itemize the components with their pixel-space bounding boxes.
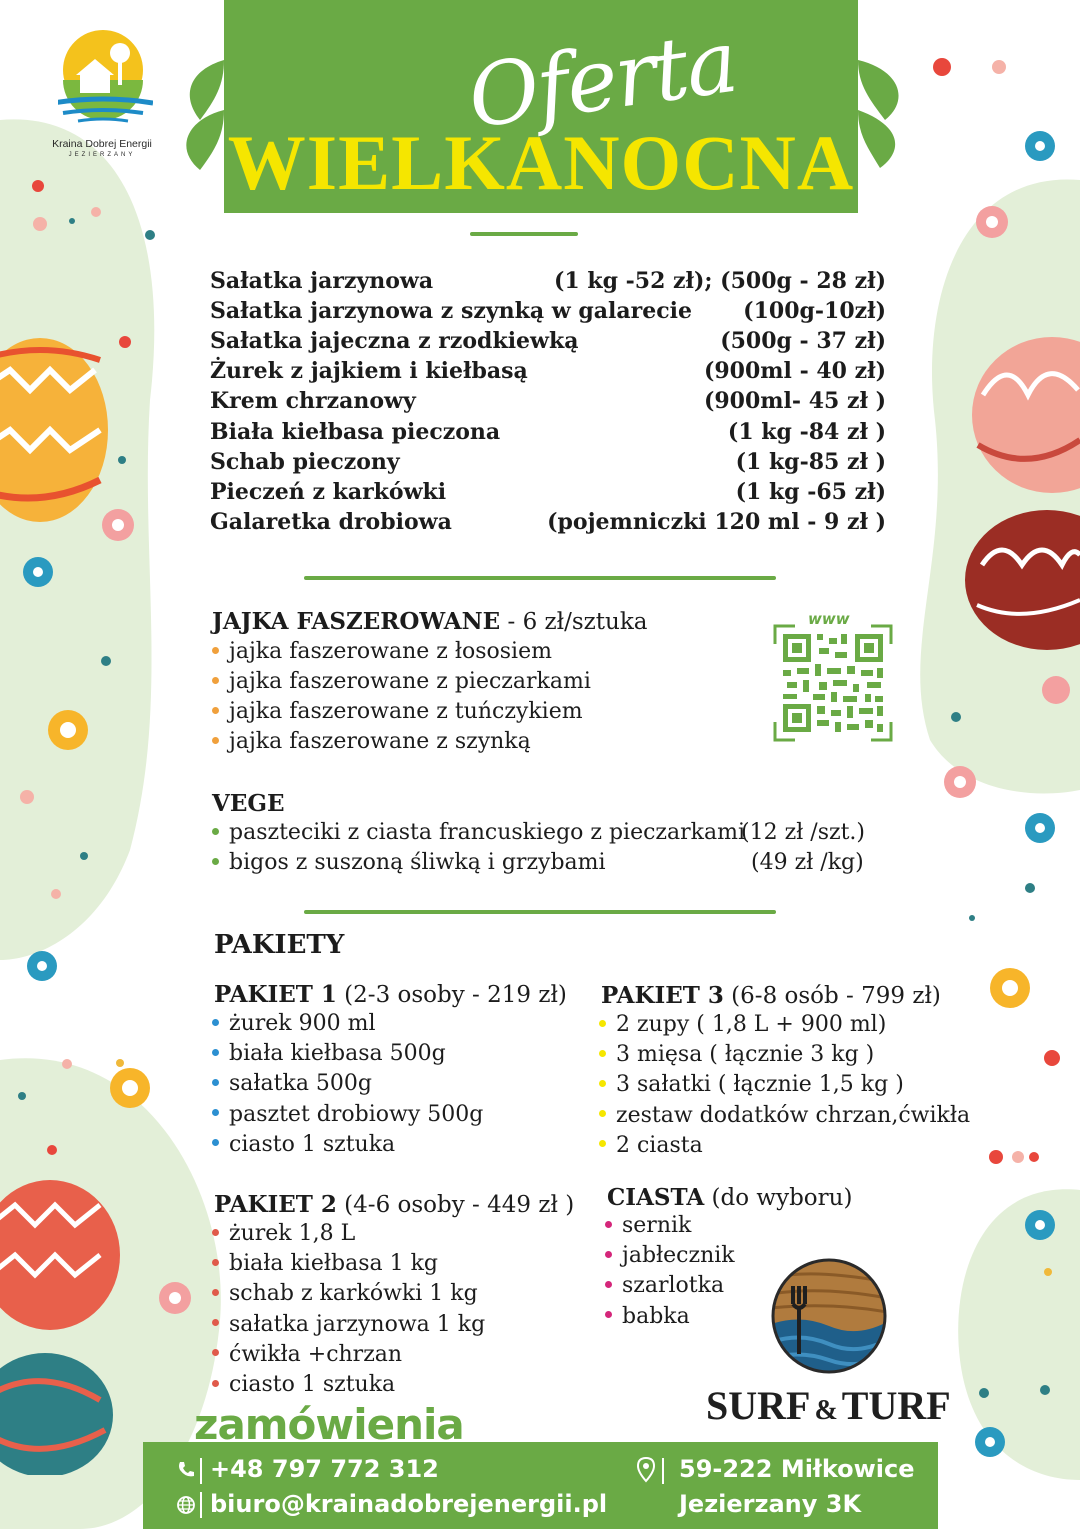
menu-item (210, 358, 886, 388)
pakiet-1-item (212, 1041, 446, 1066)
ciasta-info: (do wyboru) (704, 1185, 853, 1211)
bullet-icon (212, 1349, 219, 1356)
pakiet-3-item (599, 1103, 970, 1128)
ciasta-title: CIASTA (607, 1184, 705, 1211)
phone-number[interactable]: +48 797 772 312 (210, 1455, 439, 1483)
menu-item-name: Schab pieczony (210, 448, 400, 475)
jajka-item-text: jajka faszerowane z tuńczykiem (229, 699, 583, 724)
bullet-icon (599, 1050, 606, 1057)
bullet-icon (212, 828, 219, 835)
pakiet-2-item-text: ciasto 1 sztuka (229, 1372, 396, 1397)
brand-ampersand: & (814, 1395, 838, 1426)
jajka-item (212, 729, 531, 754)
pakiety-heading: PAKIETY (214, 930, 345, 960)
bullet-icon (212, 1049, 219, 1056)
bullet-icon (605, 1311, 612, 1318)
bullet-icon (212, 1109, 219, 1116)
phone-icon (176, 1460, 196, 1480)
bullet-icon (599, 1020, 606, 1027)
pakiet-3-item (599, 1072, 904, 1097)
menu-item (210, 388, 886, 418)
menu-item (210, 328, 886, 358)
pakiet-2-item-text: ćwikła +chrzan (229, 1341, 403, 1367)
jajka-heading (212, 608, 647, 635)
section-divider (304, 576, 776, 580)
bullet-icon (212, 858, 219, 865)
jajka-item (212, 639, 552, 664)
ciasta-item-text: babka (622, 1303, 690, 1329)
menu-item-price: (pojemniczki 120 ml - 9 zł ) (547, 508, 886, 535)
pakiet-1-item (212, 1011, 376, 1036)
vege-item-text: paszteciki z ciasta francuskiego z pieczarkami (229, 820, 746, 845)
page-title: WIELKANOCNA (227, 119, 855, 206)
location-pin-icon (636, 1457, 656, 1483)
pakiet-2-item (212, 1372, 395, 1397)
menu-item (210, 479, 886, 509)
ciasta-item (605, 1243, 735, 1268)
bullet-icon (212, 1289, 219, 1296)
menu-item-name: Sałatka jajeczna z rzodkiewką (210, 328, 579, 355)
pakiet-3-title: PAKIET 3 (601, 982, 724, 1009)
vege-item (212, 850, 606, 875)
jajka-title: JAJKA FASZEROWANE (212, 608, 501, 635)
pakiet-2-item (212, 1251, 438, 1276)
qr-label: www (808, 610, 850, 628)
pakiet-1-title: PAKIET 1 (214, 981, 337, 1008)
pakiet-1-item-text: biała kiełbasa 500g (229, 1041, 446, 1067)
bullet-icon (599, 1140, 606, 1147)
menu-item (210, 419, 886, 449)
pakiet-2-heading (214, 1191, 574, 1218)
pakiet-2-item (212, 1342, 402, 1367)
pakiet-3-item-text: 2 ciasta (616, 1132, 703, 1158)
address-line-1: 59-222 Miłkowice (679, 1455, 915, 1483)
bullet-icon (212, 1319, 219, 1326)
menu-item-name: Krem chrzanowy (210, 388, 416, 415)
menu-item (210, 449, 886, 479)
menu-item (210, 268, 886, 298)
bullet-icon (212, 707, 219, 714)
footer-separator (200, 1458, 202, 1484)
title-script: Oferta (462, 11, 742, 149)
surf-turf-brand (706, 1382, 951, 1429)
vege-item-price: (49 zł /kg) (751, 850, 864, 875)
menu-item-name: Sałatka jarzynowa z szynką w galarecie (210, 298, 692, 325)
pakiet-3-item-text: 3 sałatki ( łącznie 1,5 kg ) (616, 1072, 904, 1098)
bullet-icon (212, 1229, 219, 1236)
pakiet-1-heading (214, 981, 567, 1008)
menu-item-price: (900ml - 40 zł) (703, 358, 886, 385)
pakiet-2-item-text: schab z karkówki 1 kg (229, 1281, 478, 1307)
bullet-icon (599, 1110, 606, 1117)
menu-item (210, 509, 886, 539)
bullet-icon (212, 1019, 219, 1026)
menu-item-price: (1 kg -84 zł ) (727, 418, 886, 445)
globe-icon (176, 1495, 196, 1515)
ciasta-item (605, 1304, 690, 1329)
footer-separator-3 (662, 1458, 664, 1484)
jajka-item-text: jajka faszerowane z pieczarkami (229, 669, 591, 694)
bullet-icon (212, 737, 219, 744)
menu-item-price: (500g - 37 zł) (720, 328, 886, 355)
pakiet-3-item-text: 2 zupy ( 1,8 L + 900 ml) (616, 1012, 887, 1037)
pakiet-2-item (212, 1221, 355, 1246)
bullet-icon (212, 1380, 219, 1387)
email-link[interactable]: biuro@krainadobrejenergii.pl (210, 1490, 608, 1518)
ciasta-item-text: jabłecznik (622, 1243, 735, 1269)
logo-icon (58, 25, 153, 130)
ciasta-item-text: sernik (622, 1213, 692, 1238)
pakiet-2-item-text: sałatka jarzynowa 1 kg (229, 1311, 486, 1337)
bullet-icon (212, 647, 219, 654)
orders-heading: zamówienia (194, 1400, 464, 1449)
menu-item-name: Galaretka drobiowa (210, 508, 452, 535)
surf-turf-logo-icon (771, 1258, 887, 1374)
brand-name-left: SURF (706, 1383, 811, 1428)
pakiet-1-item-text: pasztet drobiowy 500g (229, 1101, 484, 1127)
pakiet-1-item (212, 1071, 372, 1096)
pakiet-1-info: (2-3 osoby - 219 zł) (336, 982, 567, 1008)
pakiet-2-item-text: biała kiełbasa 1 kg (229, 1251, 438, 1277)
ciasta-item (605, 1273, 724, 1298)
bullet-icon (599, 1080, 606, 1087)
pakiet-3-item (599, 1133, 703, 1158)
menu-item-price: (1 kg -52 zł); (500g - 28 zł) (553, 268, 886, 294)
menu-item-price: (1 kg-85 zł ) (735, 448, 886, 475)
pakiet-3-item (599, 1012, 886, 1037)
ciasta-heading (607, 1184, 852, 1211)
qr-code-icon[interactable] (773, 624, 893, 742)
menu-item-price: (900ml- 45 zł ) (703, 388, 886, 415)
bullet-icon (212, 1259, 219, 1266)
vege-item-text: bigos z suszoną śliwką i grzybami (229, 850, 606, 875)
pakiet-1-item-text: żurek 900 ml (229, 1011, 376, 1036)
vege-item (212, 820, 745, 845)
jajka-price: - 6 zł/sztuka (500, 609, 648, 635)
pakiet-3-info: (6-8 osób - 799 zł) (723, 983, 941, 1009)
menu-item-name: Sałatka jarzynowa (210, 268, 434, 294)
pakiet-1-item (212, 1102, 483, 1127)
menu-item-price: (100g-10zł) (743, 298, 886, 325)
section-divider-2 (304, 910, 776, 914)
jajka-item (212, 669, 591, 694)
ciasta-item (605, 1213, 691, 1238)
jajka-item (212, 699, 583, 724)
ciasta-item-text: szarlotka (622, 1273, 725, 1299)
jajka-item-text: jajka faszerowane z łososiem (229, 639, 552, 664)
menu-item-name: Pieczeń z karkówki (210, 478, 447, 505)
bullet-icon (212, 677, 219, 684)
pakiet-2-info: (4-6 osoby - 449 zł ) (336, 1192, 575, 1218)
menu-item-name: Biała kiełbasa pieczona (210, 418, 501, 445)
pakiet-2-item (212, 1281, 478, 1306)
logo-subtitle: JEZIERZANY (68, 152, 136, 158)
pakiet-3-item-text: 3 mięsa ( łącznie 3 kg ) (616, 1042, 875, 1068)
title-divider (470, 232, 578, 236)
pakiet-2-item (212, 1312, 485, 1337)
bullet-icon (212, 1139, 219, 1146)
address-line-2: Jezierzany 3K (679, 1490, 862, 1518)
vege-heading: VEGE (212, 790, 285, 817)
bullet-icon (605, 1221, 612, 1228)
bullet-icon (212, 1079, 219, 1086)
logo-name: Kraina Dobrej Energii (52, 138, 152, 150)
menu-item (210, 298, 886, 328)
pakiet-3-heading (601, 982, 941, 1009)
menu-item-price: (1 kg -65 zł) (735, 478, 886, 505)
pakiet-2-title: PAKIET 2 (214, 1191, 337, 1218)
footer-separator-2 (200, 1492, 202, 1518)
brand-name-right: TURF (841, 1383, 951, 1428)
pakiet-1-item (212, 1132, 395, 1157)
jajka-item-text: jajka faszerowane z szynką (229, 729, 531, 754)
pakiet-1-item-text: ciasto 1 sztuka (229, 1131, 396, 1157)
pakiet-1-item-text: sałatka 500g (229, 1071, 373, 1097)
pakiet-3-item-text: zestaw dodatków chrzan,ćwikła (616, 1102, 971, 1128)
menu-item-name: Żurek z jajkiem i kiełbasą (210, 358, 528, 385)
bullet-icon (605, 1281, 612, 1288)
pakiet-2-item-text: żurek 1,8 L (229, 1221, 356, 1246)
vege-item-price: (12 zł /szt.) (741, 820, 865, 845)
bullet-icon (605, 1251, 612, 1258)
pakiet-3-item (599, 1042, 874, 1067)
